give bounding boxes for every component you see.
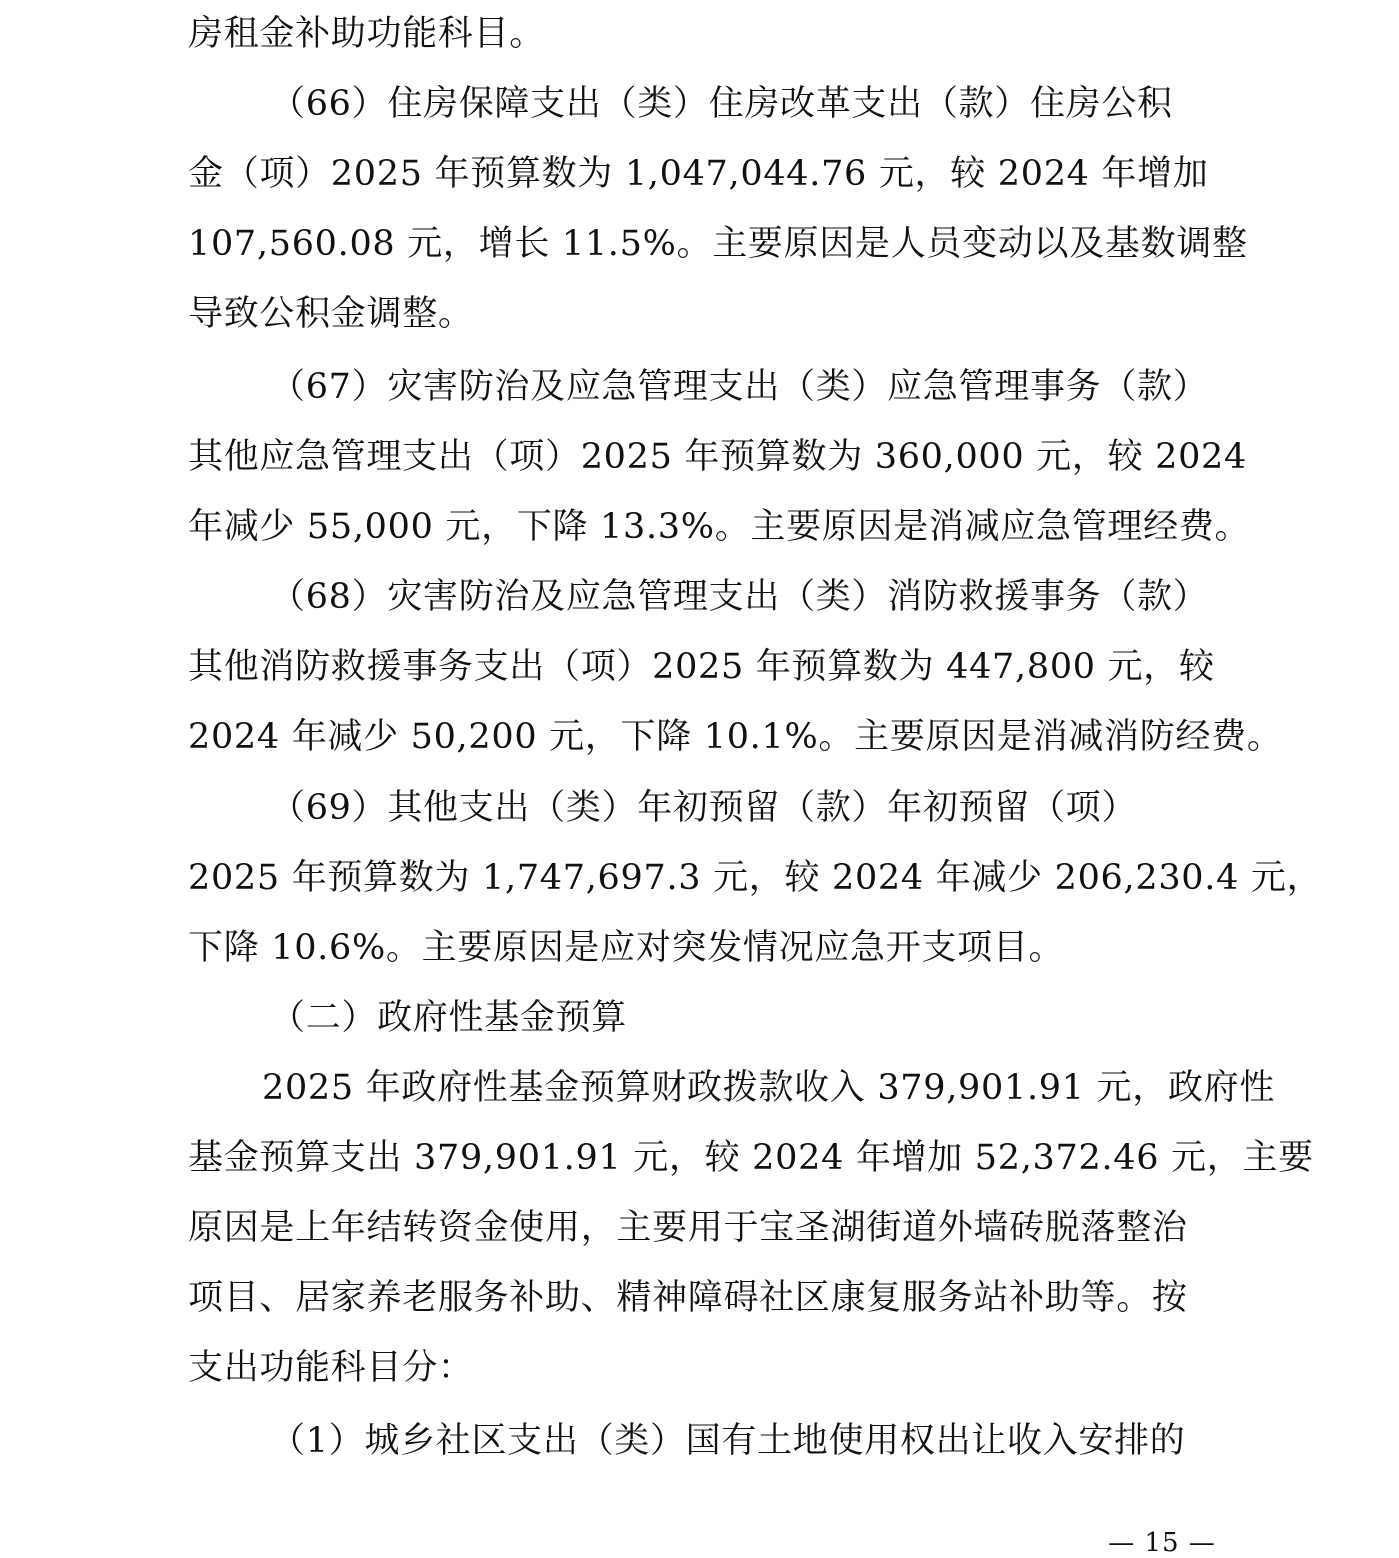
text-line-1: 房租金补助功能科目。 (188, 14, 546, 54)
text-line-10: 其他消防救援事务支出（项）2025 年预算数为 447,800 元，较 (188, 647, 1215, 687)
text-line-14: 下降 10.6%。主要原因是应对突发情况应急开支项目。 (188, 928, 1065, 968)
section-heading: （二）政府性基金预算 (270, 998, 628, 1038)
text-line-17: 基金预算支出 379,901.91 元，较 2024 年增加 52,372.46 元，主要 (188, 1138, 1314, 1178)
text-line-21: （1）城乡社区支出（类）国有土地使用权出让收入安排的 (270, 1421, 1186, 1461)
text-line-6: （67）灾害防治及应急管理支出（类）应急管理事务（款） (270, 367, 1209, 407)
text-line-2: （66）住房保障支出（类）住房改革支出（款）住房公积 (270, 84, 1173, 124)
page-number: — 15 — (1108, 1528, 1216, 1558)
text-line-4: 107,560.08 元，增长 11.5%。主要原因是人员变动以及基数调整 (188, 224, 1248, 264)
text-line-11: 2024 年减少 50,200 元，下降 10.1%。主要原因是消减消防经费。 (188, 717, 1283, 757)
text-line-9: （68）灾害防治及应急管理支出（类）消防救援事务（款） (270, 577, 1209, 617)
text-line-13: 2025 年预算数为 1,747,697.3 元，较 2024 年减少 206,230.4 元， (188, 858, 1323, 898)
text-line-18: 原因是上年结转资金使用，主要用于宝圣湖街道外墙砖脱落整治 (188, 1208, 1188, 1248)
text-line-8: 年减少 55,000 元，下降 13.3%。主要原因是消减应急管理经费。 (188, 507, 1251, 547)
text-line-19: 项目、居家养老服务补助、精神障碍社区康复服务站补助等。按 (188, 1278, 1188, 1318)
text-line-3: 金（项）2025 年预算数为 1,047,044.76 元，较 2024 年增加 (188, 154, 1209, 194)
text-line-20: 支出功能科目分： (188, 1348, 474, 1388)
text-line-12: （69）其他支出（类）年初预留（款）年初预留（项） (270, 788, 1138, 828)
text-line-5: 导致公积金调整。 (188, 294, 474, 334)
text-line-16: 2025 年政府性基金预算财政拨款收入 379,901.91 元，政府性 (262, 1068, 1276, 1108)
text-line-7: 其他应急管理支出（项）2025 年预算数为 360,000 元，较 2024 (188, 437, 1247, 477)
